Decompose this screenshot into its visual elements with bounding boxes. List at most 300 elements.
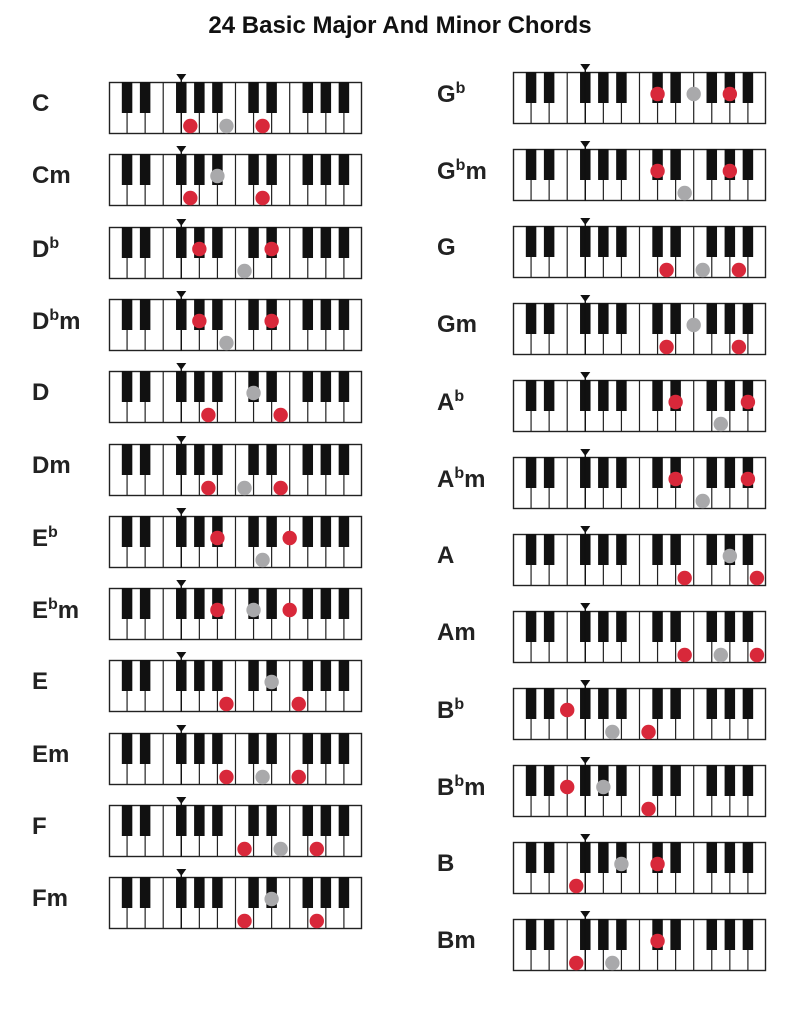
black-key xyxy=(303,82,314,113)
chord-third-dot xyxy=(605,956,619,970)
chord-third-dot xyxy=(246,386,260,400)
black-key xyxy=(321,660,332,691)
black-key xyxy=(544,149,555,180)
chord-root-fifth-dot xyxy=(650,87,664,101)
chord-label-gbm xyxy=(437,157,487,186)
middle-c-marker xyxy=(580,295,590,302)
chord-root-fifth-dot xyxy=(641,802,655,816)
black-key xyxy=(652,226,663,257)
piano-keyboard-d xyxy=(109,363,362,423)
black-key xyxy=(725,919,736,950)
black-key xyxy=(339,733,350,764)
middle-c-marker xyxy=(176,869,186,876)
black-key xyxy=(194,82,205,113)
middle-c-marker xyxy=(580,218,590,225)
chord-name: D xyxy=(32,307,50,335)
chord-third-dot xyxy=(677,186,691,200)
black-key xyxy=(725,303,736,334)
black-key xyxy=(212,877,223,908)
chord-name: B xyxy=(437,774,455,801)
black-key xyxy=(321,733,332,764)
black-key xyxy=(212,82,223,113)
piano-keyboard-bm xyxy=(513,911,766,971)
chord-flat-sign: b xyxy=(454,773,465,790)
black-key xyxy=(248,805,259,836)
chord-label-db xyxy=(32,235,59,264)
black-key xyxy=(303,588,314,619)
chord-name: G xyxy=(437,81,456,108)
black-key xyxy=(266,371,277,402)
chord-root-fifth-dot xyxy=(310,914,324,928)
black-key xyxy=(140,733,151,764)
chord-root-fifth-dot xyxy=(659,340,673,354)
chord-root-fifth-dot xyxy=(650,857,664,871)
black-key xyxy=(707,457,718,488)
chord-label-abm xyxy=(437,465,485,494)
black-key xyxy=(266,516,277,547)
chord-root-fifth-dot xyxy=(292,697,306,711)
black-key xyxy=(339,371,350,402)
black-key xyxy=(212,227,223,258)
black-key xyxy=(122,733,133,764)
chord-root-fifth-dot xyxy=(677,648,691,662)
piano-keyboard-bb xyxy=(513,680,766,740)
black-key xyxy=(743,688,754,719)
chord-root-fifth-dot xyxy=(264,314,278,328)
black-key xyxy=(743,842,754,873)
piano-keyboard-abm xyxy=(513,449,766,509)
black-key xyxy=(140,299,151,330)
black-key xyxy=(544,380,555,411)
piano-keyboard-gbm xyxy=(513,141,766,201)
black-key xyxy=(140,444,151,475)
middle-c-marker xyxy=(580,141,590,148)
piano-keyboard-g xyxy=(513,218,766,278)
piano-keyboard-f xyxy=(109,797,362,857)
black-key xyxy=(321,371,332,402)
black-key xyxy=(212,299,223,330)
black-key xyxy=(140,227,151,258)
black-key xyxy=(743,72,754,103)
chord-minor-suffix: m xyxy=(59,307,81,335)
chord-root-fifth-dot xyxy=(650,164,664,178)
chord-flat-sign: b xyxy=(48,523,58,541)
piano-keyboard-db xyxy=(109,219,362,279)
chord-name: E xyxy=(32,524,49,552)
chord-label-dbm xyxy=(32,307,80,336)
chord-root-fifth-dot xyxy=(283,531,297,545)
chord-root-fifth-dot xyxy=(183,191,197,205)
chord-third-dot xyxy=(219,119,233,133)
black-key xyxy=(194,588,205,619)
black-key xyxy=(194,154,205,185)
black-key xyxy=(212,444,223,475)
chord-third-dot xyxy=(255,553,269,567)
black-key xyxy=(194,733,205,764)
black-key xyxy=(303,227,314,258)
black-key xyxy=(266,82,277,113)
black-key xyxy=(266,733,277,764)
black-key xyxy=(526,842,537,873)
black-key xyxy=(707,765,718,796)
black-key xyxy=(122,516,133,547)
black-key xyxy=(707,919,718,950)
chord-name: Fm xyxy=(32,885,68,913)
black-key xyxy=(544,303,555,334)
chord-flat-sign: b xyxy=(454,388,465,405)
middle-c-marker xyxy=(176,291,186,298)
black-key xyxy=(544,842,555,873)
chord-name: F xyxy=(32,813,47,840)
black-key xyxy=(140,877,151,908)
middle-c-marker xyxy=(580,757,590,764)
chord-root-fifth-dot xyxy=(264,241,278,255)
black-key xyxy=(194,516,205,547)
black-key xyxy=(707,380,718,411)
chord-third-dot xyxy=(237,480,251,494)
piano-keyboard-dm xyxy=(109,436,362,496)
chord-root-fifth-dot xyxy=(201,408,215,422)
chord-label-gm xyxy=(437,311,477,339)
black-key xyxy=(707,534,718,565)
black-key xyxy=(707,149,718,180)
middle-c-marker xyxy=(176,652,186,659)
black-key xyxy=(544,765,555,796)
chord-label-g xyxy=(437,234,456,262)
chord-name: A xyxy=(437,542,455,569)
chord-flat-sign: b xyxy=(49,234,60,252)
chord-name: E xyxy=(32,597,49,625)
piano-keyboard-ab xyxy=(513,372,766,432)
chord-root-fifth-dot xyxy=(255,119,269,133)
black-key xyxy=(248,733,259,764)
black-key xyxy=(526,688,537,719)
chord-label-bm xyxy=(437,927,476,955)
chord-root-fifth-dot xyxy=(650,934,664,948)
black-key xyxy=(725,688,736,719)
chord-root-fifth-dot xyxy=(569,879,583,893)
middle-c-marker xyxy=(580,449,590,456)
black-key xyxy=(194,660,205,691)
black-key xyxy=(303,516,314,547)
black-key xyxy=(248,660,259,691)
chord-third-dot xyxy=(219,336,233,350)
chord-root-fifth-dot xyxy=(273,408,287,422)
chord-name: Bm xyxy=(437,927,476,954)
black-key xyxy=(707,303,718,334)
black-key xyxy=(743,226,754,257)
black-key xyxy=(725,765,736,796)
black-key xyxy=(339,227,350,258)
chord-minor-suffix: m xyxy=(464,774,486,801)
chord-label-bb xyxy=(437,696,464,725)
chord-third-dot xyxy=(237,263,251,277)
black-key xyxy=(321,227,332,258)
black-key xyxy=(670,765,681,796)
chord-flat-sign: b xyxy=(49,306,60,324)
black-key xyxy=(339,516,350,547)
chord-name: Cm xyxy=(32,162,71,190)
black-key xyxy=(266,588,277,619)
black-key xyxy=(526,149,537,180)
black-key xyxy=(670,226,681,257)
chord-label-fm xyxy=(32,885,68,913)
chord-label-gb xyxy=(437,80,465,109)
black-key xyxy=(194,444,205,475)
piano-keyboard-a xyxy=(513,526,766,586)
chord-name: Gm xyxy=(437,311,478,338)
piano-keyboard-em xyxy=(109,725,362,785)
black-key xyxy=(598,380,609,411)
chord-name: E xyxy=(32,668,49,696)
chord-name: A xyxy=(437,466,455,493)
black-key xyxy=(544,688,555,719)
black-key xyxy=(652,688,663,719)
chord-root-fifth-dot xyxy=(732,263,746,277)
black-key xyxy=(321,154,332,185)
black-key xyxy=(248,154,259,185)
chord-label-eb xyxy=(32,524,58,553)
piano-keyboard-dbm xyxy=(109,291,362,351)
chord-root-fifth-dot xyxy=(668,472,682,486)
black-key xyxy=(544,226,555,257)
black-key xyxy=(616,72,627,103)
chord-minor-suffix: m xyxy=(464,466,486,493)
black-key xyxy=(140,154,151,185)
piano-keyboard-c xyxy=(109,74,362,134)
black-key xyxy=(339,877,350,908)
black-key xyxy=(598,149,609,180)
black-key xyxy=(248,227,259,258)
middle-c-marker xyxy=(580,526,590,533)
chord-root-fifth-dot xyxy=(310,842,324,856)
chord-name: Am xyxy=(437,619,476,646)
black-key xyxy=(303,444,314,475)
black-key xyxy=(526,611,537,642)
black-key xyxy=(652,765,663,796)
chord-root-fifth-dot xyxy=(750,648,764,662)
black-key xyxy=(725,226,736,257)
black-key xyxy=(140,588,151,619)
black-key xyxy=(670,842,681,873)
page-title: 24 Basic Major And Minor Chords xyxy=(208,12,592,39)
black-key xyxy=(140,371,151,402)
piano-keyboard-bbm xyxy=(513,757,766,817)
black-key xyxy=(598,919,609,950)
chord-flat-sign: b xyxy=(48,596,58,614)
black-key xyxy=(743,765,754,796)
chord-root-fifth-dot xyxy=(219,769,233,783)
chord-root-fifth-dot xyxy=(741,395,755,409)
black-key xyxy=(598,534,609,565)
black-key xyxy=(248,516,259,547)
chord-root-fifth-dot xyxy=(237,842,251,856)
chord-label-a xyxy=(437,542,454,570)
black-key xyxy=(544,534,555,565)
chord-third-dot xyxy=(696,263,710,277)
chord-label-bbm xyxy=(437,773,485,802)
chord-root-fifth-dot xyxy=(560,703,574,717)
chord-name: A xyxy=(437,389,455,416)
black-key xyxy=(616,688,627,719)
chord-root-fifth-dot xyxy=(292,769,306,783)
chord-flat-sign: b xyxy=(455,157,466,174)
black-key xyxy=(303,299,314,330)
black-key xyxy=(743,303,754,334)
black-key xyxy=(616,380,627,411)
black-key xyxy=(598,457,609,488)
black-key xyxy=(652,457,663,488)
chord-root-fifth-dot xyxy=(273,480,287,494)
chord-root-fifth-dot xyxy=(201,480,215,494)
chord-root-fifth-dot xyxy=(750,571,764,585)
black-key xyxy=(707,842,718,873)
black-key xyxy=(122,444,133,475)
chord-third-dot xyxy=(255,769,269,783)
black-key xyxy=(652,534,663,565)
black-key xyxy=(743,611,754,642)
black-key xyxy=(339,588,350,619)
black-key xyxy=(544,72,555,103)
chord-third-dot xyxy=(714,648,728,662)
chord-minor-suffix: m xyxy=(57,597,80,625)
black-key xyxy=(652,380,663,411)
chord-root-fifth-dot xyxy=(183,119,197,133)
piano-keyboard-eb xyxy=(109,508,362,568)
chord-root-fifth-dot xyxy=(741,472,755,486)
chord-third-dot xyxy=(246,603,260,617)
middle-c-marker xyxy=(580,680,590,687)
chord-root-fifth-dot xyxy=(283,603,297,617)
chord-flat-sign: b xyxy=(454,465,465,482)
black-key xyxy=(321,82,332,113)
black-key xyxy=(652,303,663,334)
black-key xyxy=(526,457,537,488)
chord-root-fifth-dot xyxy=(237,914,251,928)
black-key xyxy=(303,660,314,691)
black-key xyxy=(616,611,627,642)
black-key xyxy=(544,919,555,950)
black-key xyxy=(670,149,681,180)
chord-label-cm xyxy=(32,162,71,190)
black-key xyxy=(707,611,718,642)
black-key xyxy=(725,611,736,642)
chord-root-fifth-dot xyxy=(192,314,206,328)
black-key xyxy=(339,299,350,330)
piano-keyboard-am xyxy=(513,603,766,663)
black-key xyxy=(321,588,332,619)
black-key xyxy=(598,688,609,719)
black-key xyxy=(725,380,736,411)
black-key xyxy=(122,588,133,619)
black-key xyxy=(321,516,332,547)
black-key xyxy=(526,380,537,411)
chord-root-fifth-dot xyxy=(668,395,682,409)
chord-flat-sign: b xyxy=(454,696,465,713)
black-key xyxy=(707,72,718,103)
black-key xyxy=(670,919,681,950)
black-key xyxy=(321,299,332,330)
black-key xyxy=(598,226,609,257)
black-key xyxy=(598,303,609,334)
chord-label-e xyxy=(32,668,48,696)
chord-third-dot xyxy=(614,857,628,871)
black-key xyxy=(303,805,314,836)
chord-root-fifth-dot xyxy=(210,603,224,617)
black-key xyxy=(707,226,718,257)
chord-third-dot xyxy=(687,87,701,101)
chord-label-ab xyxy=(437,388,464,417)
black-key xyxy=(670,534,681,565)
black-key xyxy=(321,877,332,908)
chord-label-dm xyxy=(32,452,71,480)
black-key xyxy=(526,226,537,257)
black-key xyxy=(598,842,609,873)
black-key xyxy=(303,733,314,764)
chord-name: Em xyxy=(32,740,70,768)
black-key xyxy=(339,154,350,185)
chord-root-fifth-dot xyxy=(219,697,233,711)
black-key xyxy=(194,805,205,836)
piano-keyboard-b xyxy=(513,834,766,894)
black-key xyxy=(266,805,277,836)
chord-name: D xyxy=(32,235,50,263)
black-key xyxy=(212,660,223,691)
black-key xyxy=(339,660,350,691)
piano-keyboard-fm xyxy=(109,869,362,929)
black-key xyxy=(616,457,627,488)
black-key xyxy=(212,371,223,402)
chord-label-b xyxy=(437,850,454,878)
black-key xyxy=(212,805,223,836)
black-key xyxy=(303,154,314,185)
middle-c-marker xyxy=(176,725,186,732)
chord-root-fifth-dot xyxy=(560,780,574,794)
middle-c-marker xyxy=(580,372,590,379)
chord-name: D xyxy=(32,379,50,407)
middle-c-marker xyxy=(176,74,186,81)
black-key xyxy=(707,688,718,719)
chord-third-dot xyxy=(264,675,278,689)
chord-third-dot xyxy=(264,892,278,906)
chord-name: G xyxy=(437,158,456,185)
black-key xyxy=(598,72,609,103)
black-key xyxy=(303,371,314,402)
black-key xyxy=(122,227,133,258)
chord-flat-sign: b xyxy=(455,80,466,97)
chord-name: B xyxy=(437,697,455,724)
black-key xyxy=(248,82,259,113)
chord-third-dot xyxy=(687,318,701,332)
black-key xyxy=(526,919,537,950)
black-key xyxy=(266,154,277,185)
chord-name: C xyxy=(32,90,50,117)
chord-root-fifth-dot xyxy=(192,241,206,255)
black-key xyxy=(339,805,350,836)
black-key xyxy=(122,877,133,908)
black-key xyxy=(194,371,205,402)
middle-c-marker xyxy=(176,797,186,804)
chord-minor-suffix: m xyxy=(465,158,487,185)
black-key xyxy=(616,765,627,796)
chord-root-fifth-dot xyxy=(210,531,224,545)
black-key xyxy=(743,534,754,565)
black-key xyxy=(526,72,537,103)
black-key xyxy=(339,82,350,113)
black-key xyxy=(248,444,259,475)
black-key xyxy=(140,82,151,113)
chord-label-c xyxy=(32,90,49,118)
